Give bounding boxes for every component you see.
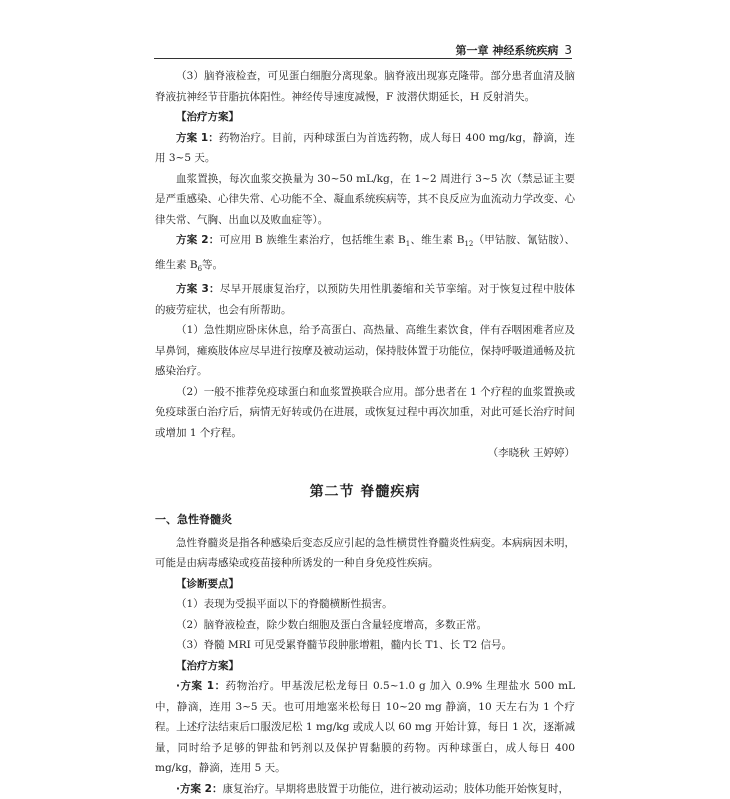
diagnosis-point-1: （1）表现为受损平面以下的脊髓横断性损害。 [176,598,393,611]
paragraph-csf: （3）脑脊液检查，可见蛋白细胞分离现象。脑脊液出现寡克隆带。部分患者血清及脑脊液抗神经节苷脂抗体阳性。神经传导速度减慢，F 波潜伏期延长，H 反射消失。 [155,70,575,103]
plan-3-heading: 方案 3： [176,283,220,296]
label-diagnosis: 【诊断要点】 [176,577,239,590]
label-treatment-plan-2: 【治疗方案】 [176,659,239,672]
plan-2-text-c: （甲钴胺、氰钴胺）、维生素 B [155,234,576,271]
paragraph-plan-3 [155,279,575,320]
plan-1-heading: 方案 1： [176,131,219,144]
paragraph-note-2: （2）一般不推荐免疫球蛋白和血浆置换联合应用。部分患者在 1 个疗程的血浆置换或免疫球蛋白治疗后，病情无好转或仍在进展，或恢复过程中再次加重，对此可延长治疗时间或增加 1 个疗程。 [155,385,575,439]
chapter-title: 第一章 神经系统疾病 [455,44,559,57]
diagnosis-point-2: （2）脑脊液检查，除少数白细胞及蛋白含量轻度增高，多数正常。 [176,618,488,631]
label-treatment-plan: 【治疗方案】 [176,111,239,123]
diagnosis-point-3: （3）脊髓 MRI 可见受累脊髓节段肿胀增粗，髓内长 T1、长 T2 信号。 [176,639,513,652]
paragraph-plasma-exchange: 血浆置换，每次血浆交换量为 30~50 mL/kg，在 1~2 周进行 3~5 次（禁忌证主要是严重感染、心律失常、心功能不全、凝血系统疾病等，其不良反应为血流动力学改变、心律失常、气胸、出血以及败血症等）。 [155,172,575,226]
spinal-plan-2-text: 康复治疗。早期将患肢置于功能位，进行被动运动；肢体功能开始恢复时， [222,782,569,795]
subscript: 12 [464,240,474,249]
plan-2-text-a: 可应用 B 族维生素治疗，包括维生素 B [219,234,406,246]
running-header [154,42,572,59]
plan-3-text: 尽早开展康复治疗，以预防失用性肌萎缩和关节挛缩。对于恢复过程中肢体的疲劳症状，也会有所帮助。 [155,283,576,316]
spinal-plan-2-heading: ·方案 2： [176,782,223,795]
subsection-title: 一、急性脊髓炎 [155,513,232,527]
page-body [155,66,575,799]
authors: （李晓秋 王婷婷） [487,447,575,460]
section-title: 第二节 脊髓疾病 [309,483,421,500]
spinal-plan-1-heading: ·方案 1： [176,680,226,693]
plan-2-text-d: 等。 [202,258,224,271]
plan-2-text-b: 、维生素 B [410,234,465,246]
plan-1-text: 药物治疗。目前，丙种球蛋白为首选药物，成人每日 400 mg/kg，静滴，连用 3~5 天。 [155,131,575,164]
subscript: 1 [405,240,411,249]
spinal-plan-1-text: 药物治疗。甲基泼尼松龙每日 0.5~1.0 g 加入 0.9% 生理盐水 500 mL 中，静滴，连用 3~5 天。也可用地塞米松每日 10~20 mg 静滴，10 天左右为 1 个疗程。上述疗法结束后口服泼尼松 1 mg/kg 或成人以 60 mg 开始计算，每日 1 次，逐渐减量，同时给予足够的钾盐和钙剂以及保护胃黏膜的药物。丙种球蛋白，成人每日 400 mg/kg，静滴，连用 5 天。 [155,680,575,775]
paragraph-plan-2 [155,230,575,279]
paragraph-spinal-plan-1 [155,676,575,779]
page-number: 3 [564,43,572,57]
paragraph-plan-1 [155,128,575,169]
paragraph-note-1: （1）急性期应卧床休息，给予高蛋白、高热量、高维生素饮食，伴有吞咽困难者应及早鼻饲，瘫痪肢体应尽早进行按摩及被动运动，保持肢体置于功能位，保持呼吸道通畅及抗感染治疗。 [155,324,575,378]
paragraph-intro: 急性脊髓炎是指各种感染后变态反应引起的急性横贯性脊髓炎性病变。本病病因未明，可能是由病毒感染或疫苗接种所诱发的一种自身免疫性疾病。 [155,536,575,570]
subscript: 6 [197,264,203,273]
plan-2-heading: 方案 2： [176,234,220,246]
paragraph-spinal-plan-2 [155,779,575,799]
